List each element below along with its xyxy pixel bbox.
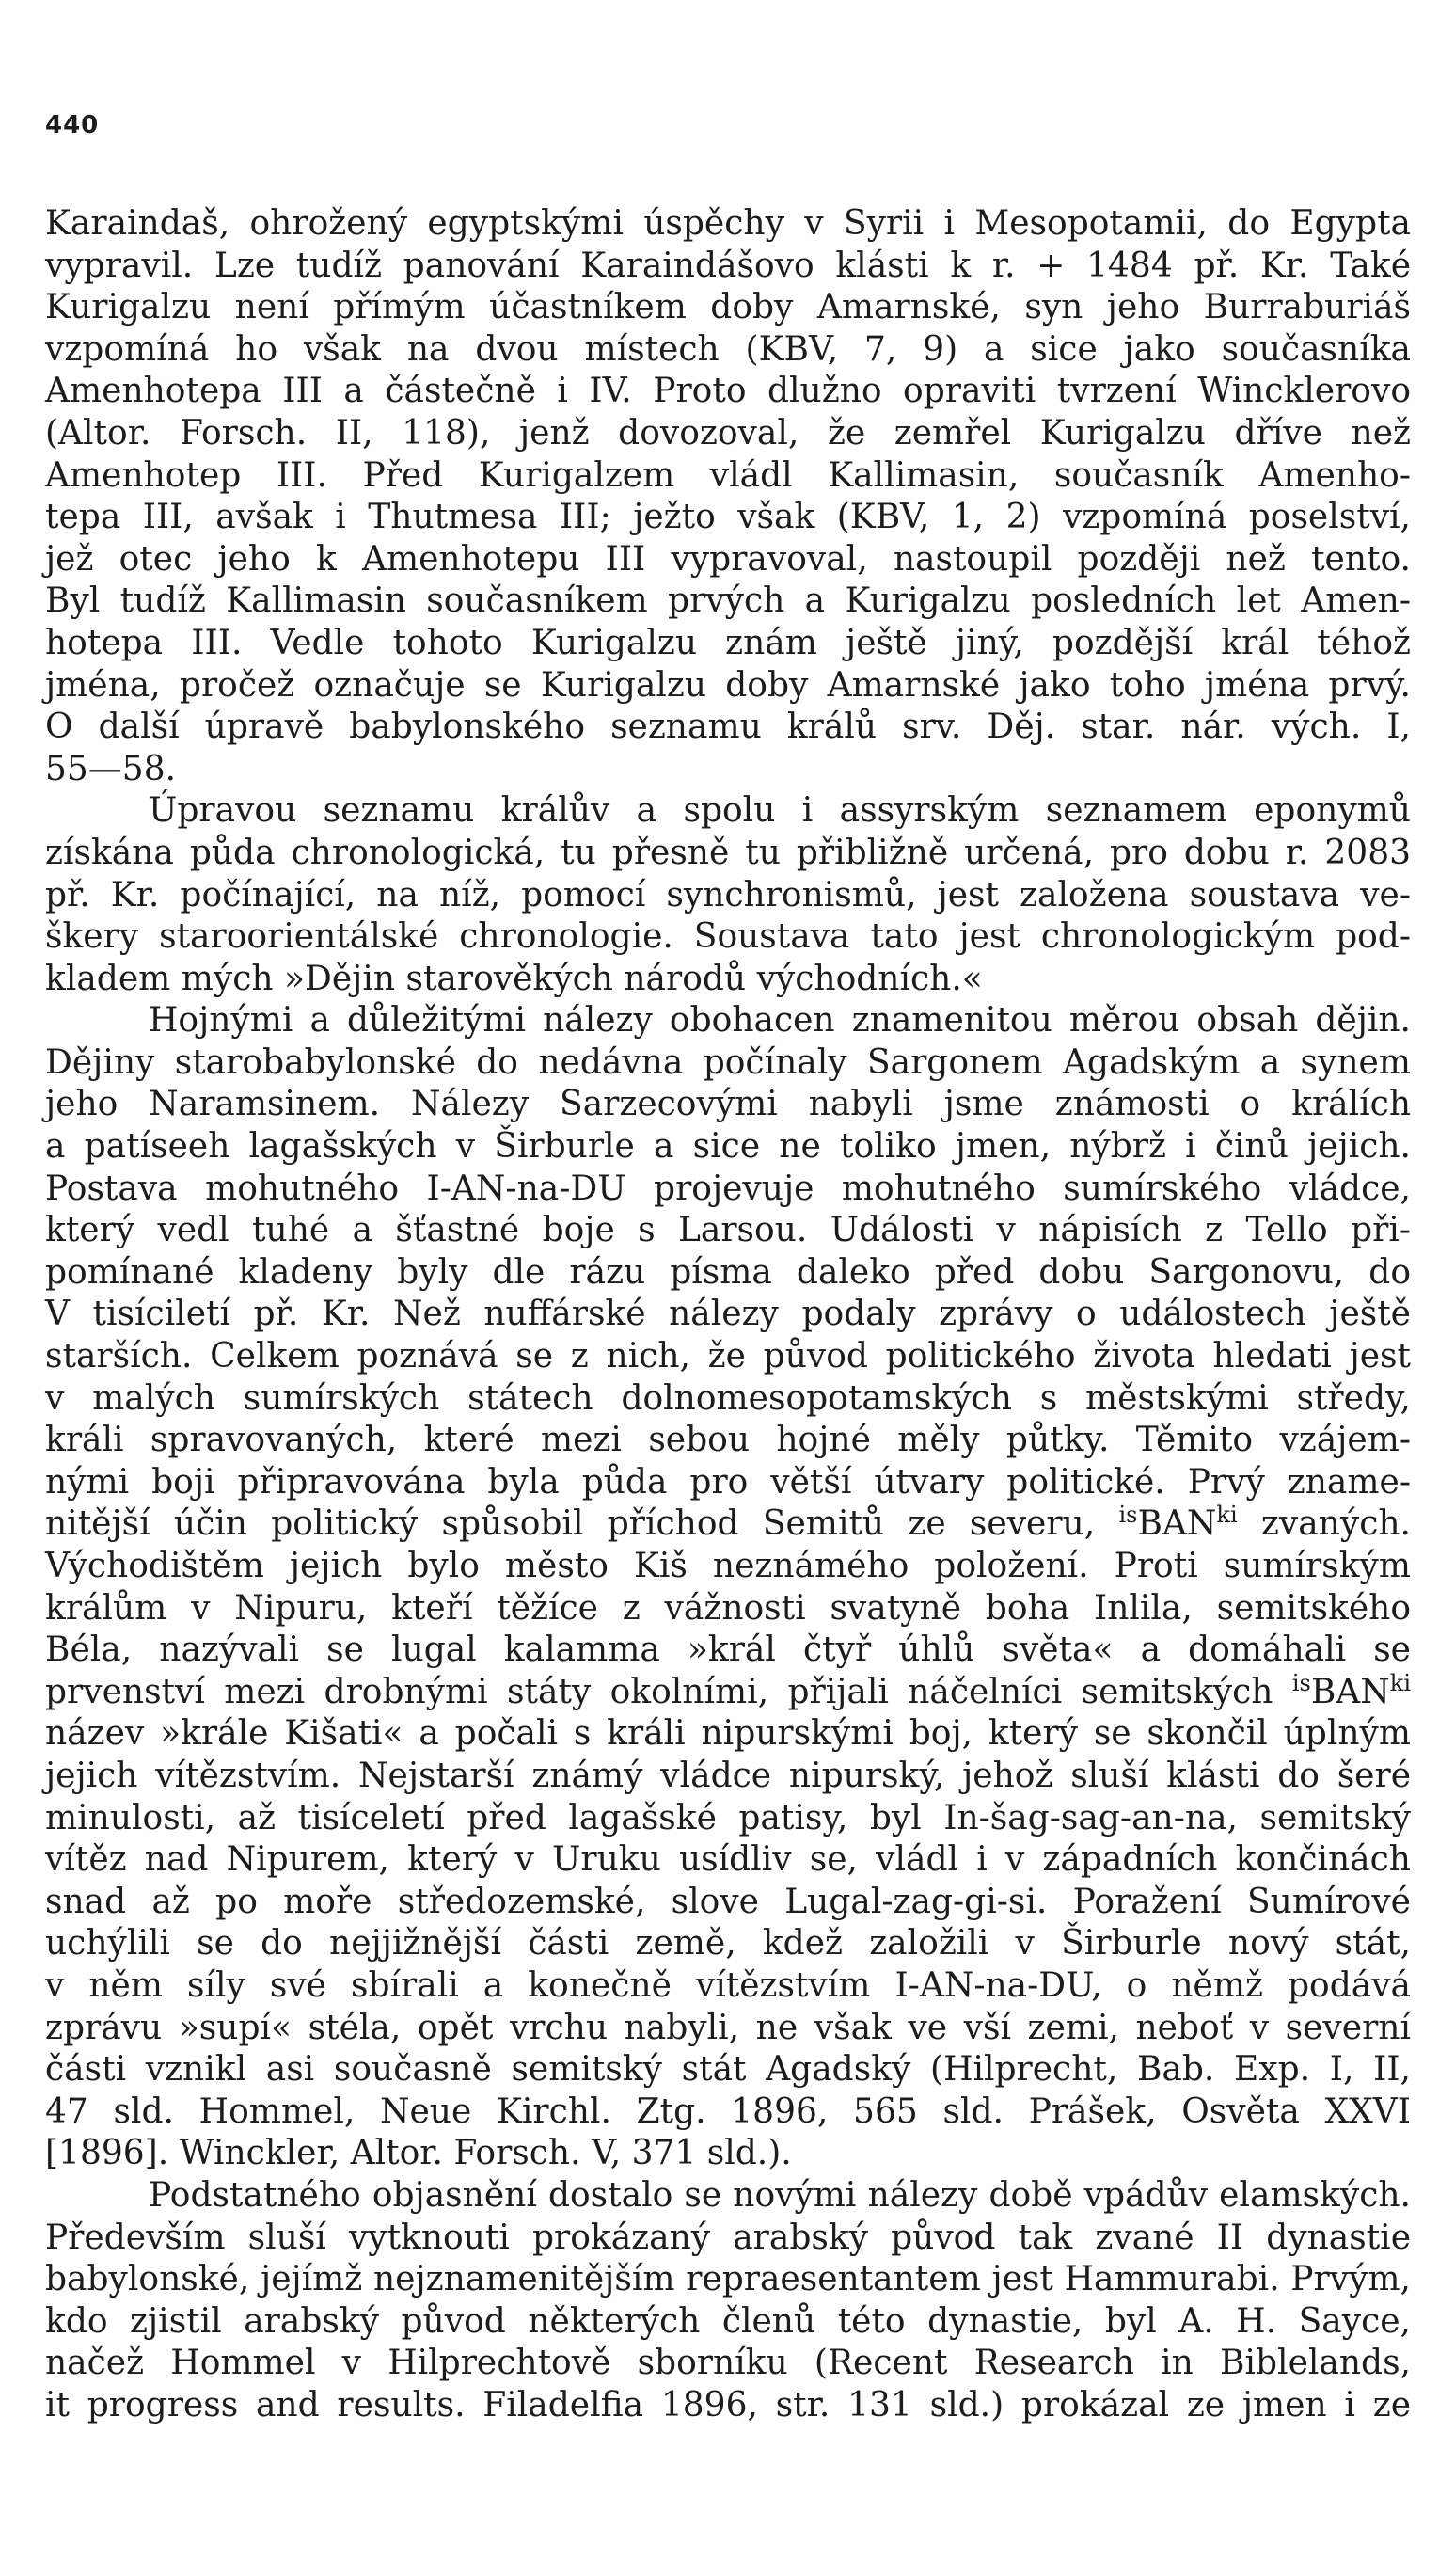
- text-line: v něm síly své sbírali a konečně vítězstvím I-AN-na-DU, o němž podává: [45, 1965, 1411, 2005]
- text-line: starších. Celkem poznává se z nich, že původ politického života hledati jest: [45, 1337, 1411, 1376]
- determinative-suffix: ki: [1389, 1669, 1411, 1696]
- ban-term: BAN: [1310, 1672, 1390, 1711]
- text-line: Dějiny starobabylonské do nedávna počínaly Sargonem Agadským a synem: [45, 1042, 1411, 1082]
- text-line: králům v Nipuru, kteří těžíce z vážnosti svatyně boha Inlila, semitského: [45, 1588, 1411, 1628]
- text-line: jména, pročež označuje se Kurigalzu doby Amarnské jako toho jména prvý.: [45, 665, 1411, 705]
- text-line: Východištěm jejich bylo město Kiš neznámého položení. Proti sumírským: [45, 1547, 1411, 1585]
- text-line: hotepa III. Vedle tohoto Kurigalzu znám ještě jiný, pozdější král téhož: [45, 623, 1411, 662]
- text-line: [1896]. Winckler, Altor. Forsch. V, 371 sld.).: [45, 2134, 792, 2173]
- text-line: jež otec jeho k Amenhotepu III vypravoval, nastoupil později než tento.: [45, 539, 1411, 579]
- text-line: kdo zjistil arabský původ některých členů této dynastie, byl A. H. Sayce,: [45, 2301, 1411, 2341]
- text-line: Úpravou seznamu králův a spolu i assyrským seznamem eponymů: [149, 791, 1411, 831]
- text-line: kladem mých »Dějin starověkých národů východních.«: [45, 959, 983, 998]
- text-line: vzpomíná ho však na dvou místech (KBV, 7, 9) a sice jako současníka: [45, 329, 1411, 369]
- body-text: [45, 203, 1411, 2426]
- text-line: zprávu »supí« stéla, opět vrchu nabyli, ne však ve vší zemi, neboť v severní: [45, 2008, 1411, 2047]
- text-line: nitější účin politický spůsobil příchod Semitů ze severu, $^{is}$BAN$^{ki}$ zvaných.: [45, 1502, 1411, 1544]
- text-line: pomínané kladeny byly dle rázu písma daleko před dobu Sargonovu, do: [45, 1252, 1411, 1292]
- page-number: 440: [45, 111, 100, 139]
- text-line: uchýlili se do nejjižnější části země, kdež založili v Širburle nový stát,: [45, 1924, 1411, 1964]
- text-line: tepa III, avšak i Thutmesa III; ježto však (KBV, 1, 2) vzpomíná poselství,: [45, 498, 1411, 537]
- determinative-prefix: is: [1291, 1669, 1311, 1696]
- text-line: název »krále Kišati« a počali s králi nipurskými boj, který se skončil úplným: [45, 1714, 1411, 1754]
- text-line: králi spravovaných, které mezi sebou hojné měly půtky. Těmito vzájem-: [45, 1421, 1411, 1460]
- text-line: vypravil. Lze tudíž panování Karaindášovo klásti k r. + 1484 př. Kr. Také: [45, 246, 1411, 285]
- text-line: Kurigalzu není přímým účastníkem doby Amarnské, syn jeho Burraburiáš: [45, 288, 1411, 327]
- text-line: snad až po moře středozemské, slove Lugal-zag-gi-si. Poražení Sumírové: [45, 1882, 1411, 1921]
- text-line: který vedl tuhé a šťastné boje s Larsou. Události v nápisích z Tello při-: [45, 1211, 1411, 1250]
- text-line: prvenství mezi drobnými státy okolními, přijali náčelníci semitských $^{is}$BAN$^{ki}$: [45, 1669, 1411, 1711]
- text-line: Postava mohutného I-AN-na-DU projevuje mohutného sumírského vládce,: [45, 1169, 1411, 1208]
- text-line: Především sluší vytknouti prokázaný arabský původ tak zvané II dynastie: [45, 2218, 1411, 2257]
- text-line: př. Kr. počínající, na níž, pomocí synchronismů, jest založena soustava ve-: [45, 875, 1411, 914]
- text-line: 47 sld. Hommel, Neue Kirchl. Ztg. 1896, 565 sld. Prášek, Osvěta XXVI: [45, 2091, 1411, 2131]
- text-line: Byl tudíž Kallimasin současníkem prvých a Kurigalzu posledních let Amen-: [45, 581, 1411, 621]
- text-line: V tisíciletí př. Kr. Než nuffárské nálezy podaly zprávy o událostech ještě: [45, 1295, 1411, 1334]
- text-line: načež Hommel v Hilprechtově sborníku (Recent Research in Biblelands,: [45, 2344, 1411, 2383]
- text-line: (Altor. Forsch. II, 118), jenž dovozoval, že zemřel Kurigalzu dříve než: [45, 413, 1411, 453]
- text-line: Amenhotep III. Před Kurigalzem vládl Kallimasin, současník Amenho-: [45, 455, 1411, 495]
- text-line: it progress and results. Filadelfia 1896, str. 131 sld.) prokázal ze jmen i ze: [45, 2385, 1411, 2425]
- text-line: Podstatného objasnění dostalo se novými nálezy době vpádův elamských.: [149, 2175, 1411, 2215]
- text-line: Amenhotepa III a částečně i IV. Proto dlužno opraviti tvrzení Wincklerovo: [45, 372, 1411, 411]
- text-line: minulosti, až tisíceletí před lagašské patisy, byl In-šag-sag-an-na, semitský: [45, 1798, 1411, 1837]
- text-line: vítěz nad Nipurem, který v Uruku usídliv se, vládl i v západních končinách: [45, 1840, 1411, 1880]
- text-line: jeho Naramsinem. Nálezy Sarzecovými nabyli jsme známosti o králích: [45, 1085, 1411, 1124]
- text-line: 55—58.: [45, 749, 177, 788]
- text-line: Béla, nazývali se lugal kalamma »král čtyř úhlů světa« a domáhali se: [45, 1630, 1411, 1670]
- text-line: Hojnými a důležitými nálezy obohacen znamenitou měrou obsah dějin.: [149, 1001, 1411, 1041]
- text-line: nými boji připravována byla půda pro větší útvary politické. Prvý zname-: [45, 1462, 1411, 1502]
- ban-term: BAN: [1137, 1504, 1217, 1544]
- text-line: v malých sumírských státech dolnomesopotamských s městskými středy,: [45, 1378, 1411, 1418]
- text-line: babylonské, jejímž nejznamenitějším repraesentantem jest Hammurabi. Prvým,: [45, 2260, 1411, 2299]
- determinative-prefix: is: [1118, 1502, 1138, 1529]
- text-line: získána půda chronologická, tu přesně tu přibližně určená, pro dobu r. 2083: [45, 833, 1411, 872]
- text-line: a patíseeh lagašských v Širburle a sice ne toliko jmen, nýbrž i činů jejich.: [45, 1127, 1411, 1167]
- text-line: škery staroorientálské chronologie. Soustava tato jest chronologickým pod-: [45, 917, 1411, 957]
- text-line: jejich vítězstvím. Nejstarší známý vládce nipurský, jehož sluší klásti do šeré: [45, 1756, 1411, 1795]
- text-line: Karaindaš, ohrožený egyptskými úspěchy v Syrii i Mesopotamii, do Egypta: [45, 204, 1411, 243]
- text-line: části vznikl asi současně semitský stát Agadský (Hilprecht, Bab. Exp. I, II,: [45, 2050, 1411, 2090]
- determinative-suffix: ki: [1216, 1502, 1238, 1529]
- text-line: O další úpravě babylonského seznamu králů srv. Děj. star. nár. vých. I,: [45, 708, 1411, 747]
